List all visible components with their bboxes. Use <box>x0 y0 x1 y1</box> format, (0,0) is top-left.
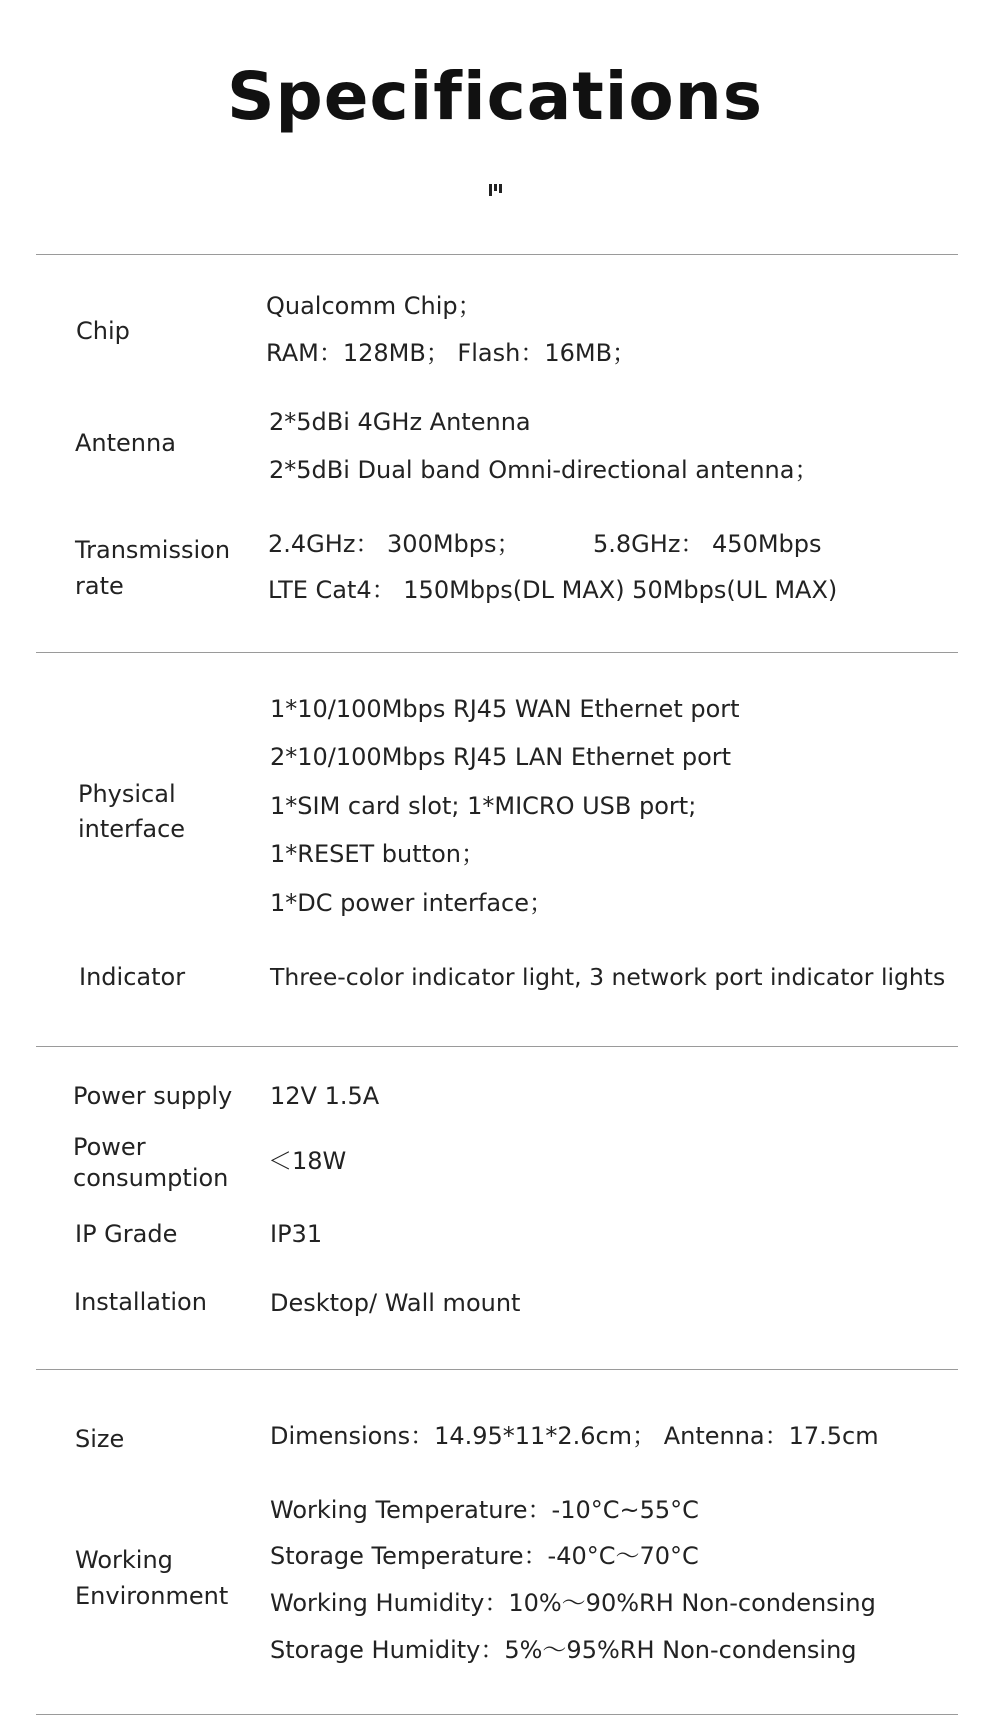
physical-interface-label: Physical <box>78 780 176 808</box>
rate-24ghz: 2.4GHz： 300Mbps； <box>268 530 521 558</box>
chip-value-line: RAM：128MB； Flash：16MB； <box>266 339 637 367</box>
power-consumption-label: Power <box>73 1133 146 1161</box>
environment-line: Storage Temperature：-40°C～70°C <box>270 1542 699 1570</box>
ip-grade-label: IP Grade <box>75 1220 178 1248</box>
quote-mark-icon <box>489 184 503 196</box>
interface-line: 1*DC power interface； <box>270 889 553 917</box>
page-title: Specifications <box>226 58 764 135</box>
divider <box>36 652 958 653</box>
chip-label: Chip <box>76 317 130 345</box>
installation-label: Installation <box>74 1288 207 1316</box>
antenna-label: Antenna <box>75 429 176 457</box>
ip-grade-value: IP31 <box>270 1220 323 1248</box>
installation-value: Desktop/ Wall mount <box>270 1289 521 1317</box>
environment-line: Working Humidity：10%～90%RH Non-condensing <box>270 1589 876 1617</box>
power-consumption-value: ＜18W <box>268 1147 347 1175</box>
transmission-rate-label: Transmission <box>75 536 231 564</box>
working-environment-label: Working <box>75 1546 173 1574</box>
size-label: Size <box>75 1425 125 1453</box>
environment-line: Storage Humidity：5%～95%RH Non-condensing <box>270 1636 857 1664</box>
physical-interface-label: interface <box>78 815 186 843</box>
interface-line: 1*SIM card slot; 1*MICRO USB port; <box>270 792 697 820</box>
indicator-label: Indicator <box>79 963 186 991</box>
size-value: Dimensions：14.95*11*2.6cm； Antenna：17.5cm <box>270 1422 879 1450</box>
chip-value-line: Qualcomm Chip； <box>266 292 482 320</box>
divider <box>36 254 958 255</box>
environment-line: Working Temperature：-10°C~55°C <box>270 1496 699 1524</box>
interface-line: 1*RESET button； <box>270 840 485 868</box>
divider <box>36 1369 958 1370</box>
transmission-rate-label: rate <box>75 572 124 600</box>
divider <box>36 1046 958 1047</box>
divider <box>36 1714 958 1715</box>
antenna-value-line: 2*5dBi 4GHz Antenna <box>269 408 531 436</box>
antenna-value-line: 2*5dBi Dual band Omni-directional antenna； <box>269 456 819 484</box>
interface-line: 1*10/100Mbps RJ45 WAN Ethernet port <box>270 695 740 723</box>
rate-lte: LTE Cat4： 150Mbps(DL MAX) 50Mbps(UL MAX) <box>268 576 838 604</box>
rate-58ghz: 5.8GHz： 450Mbps <box>593 530 822 558</box>
interface-line: 2*10/100Mbps RJ45 LAN Ethernet port <box>270 743 732 771</box>
working-environment-label: Environment <box>75 1582 229 1610</box>
power-supply-label: Power supply <box>73 1082 233 1110</box>
indicator-value: Three-color indicator light, 3 network port indicator lights <box>270 963 946 991</box>
power-supply-value: 12V 1.5A <box>270 1082 380 1110</box>
power-consumption-label: consumption <box>73 1164 229 1192</box>
